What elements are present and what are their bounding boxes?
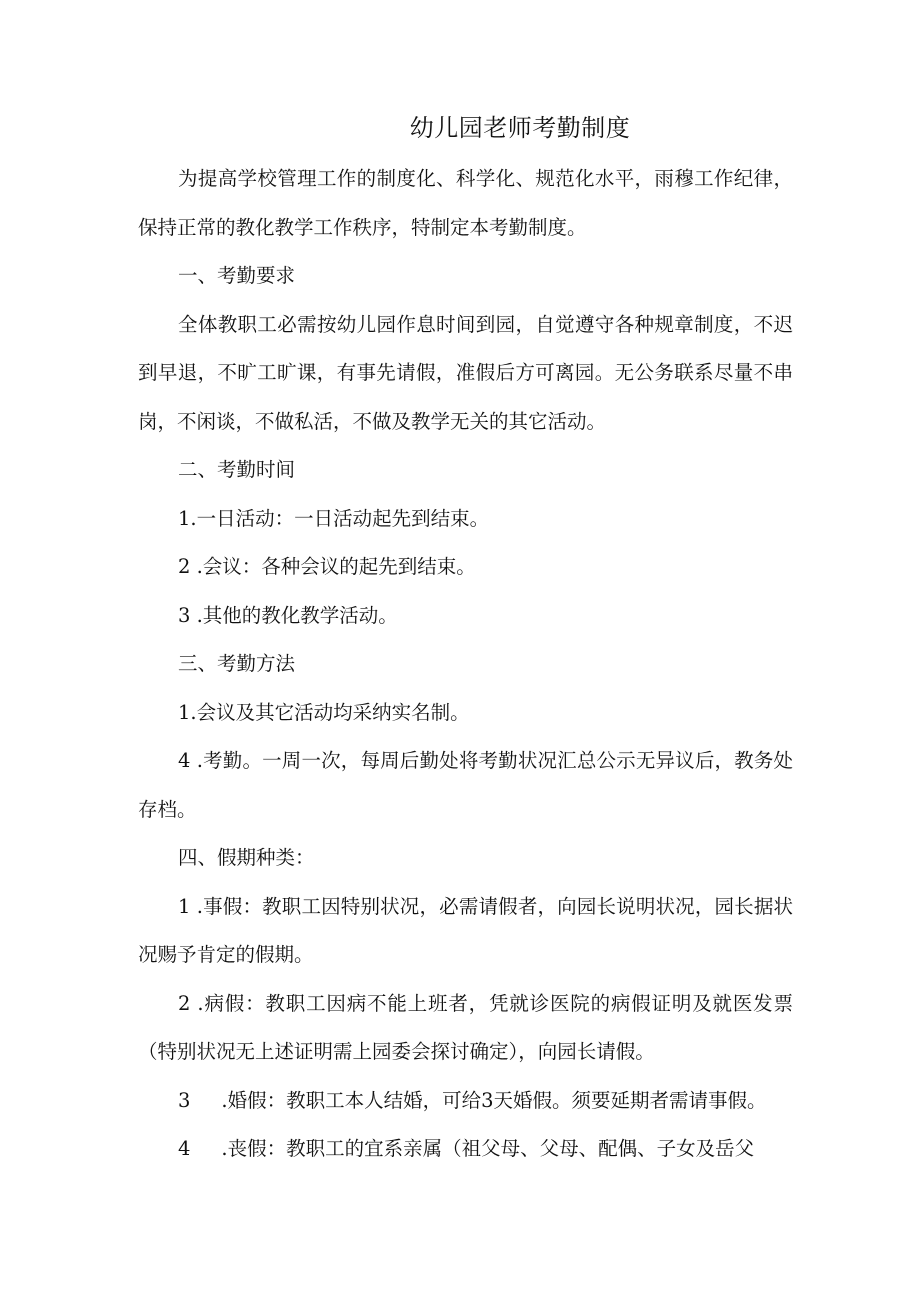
list-item-sick-leave: 2 .病假：教职工因病不能上班者，凭就诊医院的病假证明及就医发票（特别状况无上述证明需上园委会探讨确定），向园长请假。 (138, 991, 793, 1063)
attendance-requirements-paragraph: 全体教职工必需按幼儿园作息时间到园，自觉遵守各种规章制度，不迟到早退，不旷工旷课，有事先请假，准假后方可离园。无公务联系尽量不串岗，不闲谈，不做私活，不做及教学无关的其它活动。 (138, 312, 793, 433)
intro-paragraph: 为提高学校管理工作的制度化、科学化、规范化水平，雨穆工作纪律，保持正常的教化教学工作秩序，特制定本考勤制度。 (138, 167, 793, 239)
list-item-marriage-leave: 3 .婚假：教职工本人结婚，可给3天婚假。须要延期者需请事假。 (178, 1088, 767, 1112)
list-item-weekly-check: 4 .考勤。一周一次，每周后勤处将考勤状况汇总公示无异议后，教务处存档。 (138, 749, 793, 821)
list-item-other-activities: 3 .其他的教化教学活动。 (178, 603, 398, 627)
list-item-bereavement-leave: 4 .丧假：教职工的宜系亲属（祖父母、父母、配偶、子女及岳父 (178, 1137, 755, 1160)
list-item-real-name-system: 1.会议及其它活动均采纳实名制。 (178, 700, 470, 724)
list-item-personal-leave: 1 .事假：教职工因特别状况，必需请假者，向园长说明状况，园长据状况赐予肯定的假期。 (138, 894, 793, 966)
section-heading-attendance-methods: 三、考勤方法 (178, 652, 296, 675)
document-body (138, 155, 793, 1174)
section-heading-attendance-time: 二、考勤时间 (178, 458, 296, 481)
section-heading-attendance-requirements: 一、考勤要求 (178, 264, 296, 287)
section-heading-leave-types: 四、假期种类： (178, 846, 315, 869)
list-item-meetings: 2 .会议：各种会议的起先到结束。 (178, 555, 476, 578)
list-item-daily-activity: 1.一日活动：一日活动起先到结束。 (178, 506, 490, 530)
document-title: 幼儿园老师考勤制度 (409, 114, 631, 142)
